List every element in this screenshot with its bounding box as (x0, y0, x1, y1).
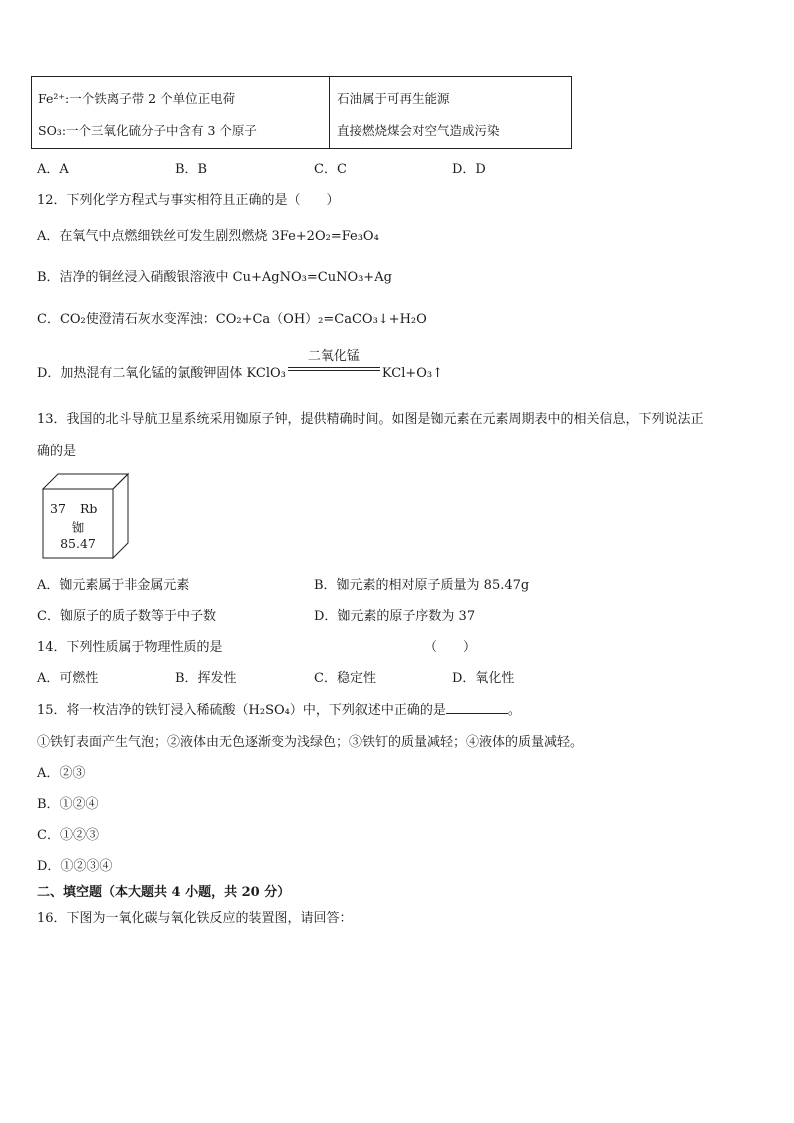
q12-d-suffix: KCl+O₃↑ (381, 366, 444, 381)
q12-option-d (37, 349, 444, 381)
table-divider (329, 77, 330, 148)
q13-option-a: A．铷元素属于非金属元素 (37, 578, 190, 593)
reaction-condition (288, 349, 380, 381)
q15-option-a: A．②③ (37, 766, 86, 781)
q15-stem-end: 。 (507, 703, 521, 718)
q15-option-b: B．①②④ (37, 797, 99, 812)
q12-d-prefix: D．加热混有二氧化锰的氯酸钾固体 KClO₃ (37, 366, 286, 381)
element-mass: 85.47 (60, 536, 96, 551)
q16-stem: 16．下图为一氧化碳与氧化铁反应的装置图，请回答： (37, 911, 353, 926)
q15-option-c: C．①②③ (37, 828, 99, 843)
q11-option-d: D．D (452, 162, 486, 177)
q11-option-b: B．B (175, 162, 208, 177)
condition-line (288, 367, 380, 368)
answer-blank (446, 701, 508, 714)
element-symbol: Rb (80, 501, 98, 516)
q14-option-d: D．氧化性 (452, 671, 515, 686)
option-table (31, 76, 572, 149)
q13-option-b: B．铷元素的相对原子质量为 85.47g (314, 578, 530, 593)
q14-option-a: A．可燃性 (37, 671, 99, 686)
q13-stem-line1: 13．我国的北斗导航卫星系统采用铷原子钟，提供精确时间。如图是铷元素在元素周期表中的相关信息，下列说法正 (37, 412, 704, 427)
q15-stem (37, 699, 521, 718)
table-right-line2: 直接燃烧煤会对空气造成污染 (337, 123, 500, 138)
table-left-line1: Fe²⁺:一个铁离子带 2 个单位正电荷 (38, 91, 236, 106)
q15-option-d: D．①②③④ (37, 859, 113, 874)
q12-option-b: B．洁净的铜丝浸入硝酸银溶液中 Cu+AgNO₃=CuNO₃+Ag (37, 270, 392, 285)
element-name: 铷 (71, 520, 85, 535)
q14-option-b: B．挥发性 (175, 671, 237, 686)
q14-option-c: C．稳定性 (314, 671, 376, 686)
q13-stem-line2: 确的是 (37, 444, 77, 459)
q14-stem: 14．下列性质属于物理性质的是 (37, 640, 223, 655)
section-heading: 二、填空题（本大题共 4 小题，共 20 分） (37, 885, 291, 900)
q14-answer-paren: （ ） (424, 640, 477, 655)
q11-option-a: A．A (37, 162, 69, 177)
table-left-line2: SO₃:一个三氧化硫分子中含有 3 个原子 (38, 123, 257, 138)
q15-statements: ①铁钉表面产生气泡；②液体由无色逐渐变为浅绿色；③铁钉的质量减轻；④液体的质量减轻。 (37, 735, 584, 750)
condition-label: 二氧化锰 (307, 349, 360, 364)
q12-stem: 12．下列化学方程式与事实相符且正确的是（ ） (37, 193, 340, 208)
q12-option-a: A．在氧气中点燃细铁丝可发生剧烈燃烧 3Fe+2O₂=Fe₃O₄ (37, 229, 379, 244)
table-right-line1: 石油属于可再生能源 (337, 91, 450, 106)
q13-option-c: C．铷原子的质子数等于中子数 (37, 609, 216, 624)
q13-option-d: D．铷元素的原子序数为 37 (314, 609, 476, 624)
q12-option-c: C．CO₂使澄清石灰水变浑浊：CO₂+Ca（OH）₂=CaCO₃↓+H₂O (37, 312, 427, 327)
element-card (40, 472, 132, 560)
element-number: 37 (50, 501, 66, 516)
q15-stem-text: 15．将一枚洁净的铁钉浸入稀硫酸（H₂SO₄）中，下列叙述中正确的是 (37, 703, 446, 718)
condition-line (288, 370, 380, 371)
q11-option-c: C．C (314, 162, 347, 177)
